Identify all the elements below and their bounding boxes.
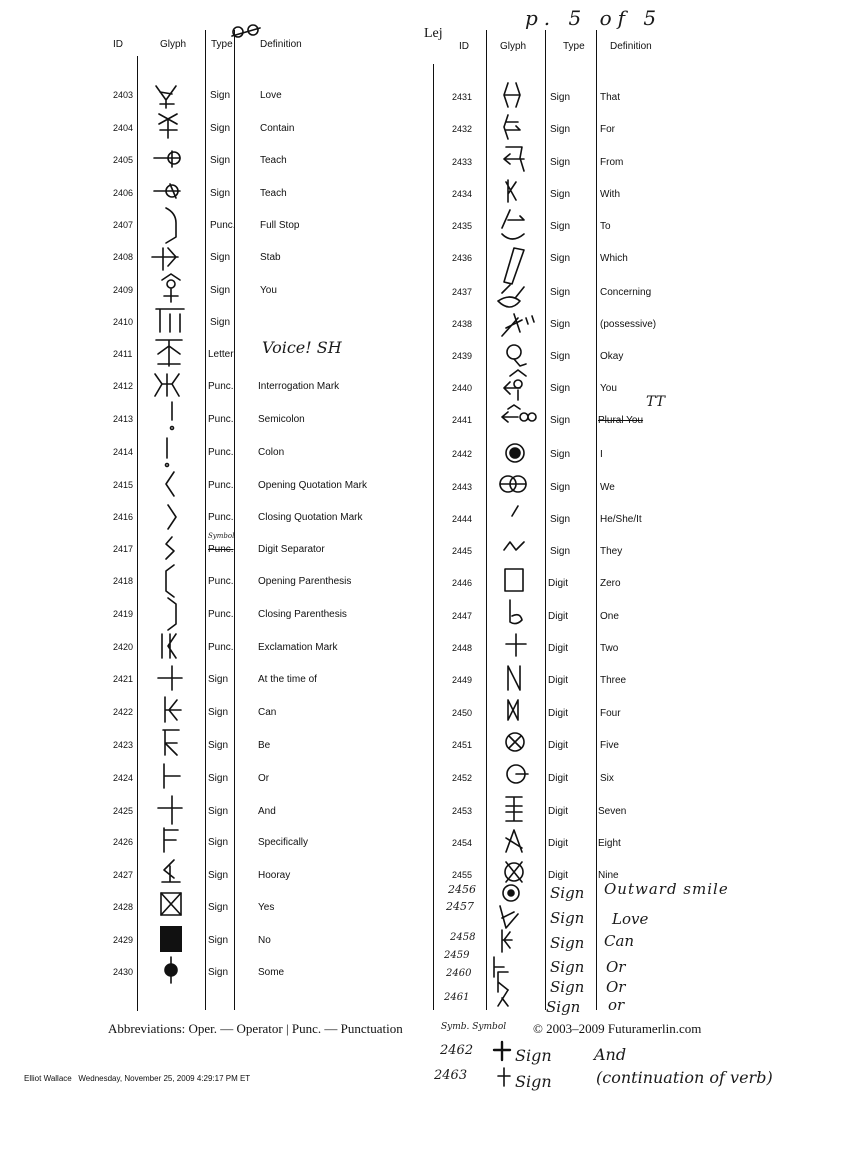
digit-separator-glyph-icon <box>162 535 178 563</box>
table-row-definition: From <box>600 157 624 168</box>
table-row-id: 2427 <box>113 870 134 880</box>
table-row-id: 2448 <box>452 643 473 653</box>
table-row-id: 2424 <box>113 773 134 783</box>
full-stop-glyph-icon <box>160 205 182 245</box>
teach-alt-glyph-icon <box>152 178 184 204</box>
love-glyph-icon <box>152 80 182 110</box>
table-row-definition: Exclamation Mark <box>258 642 338 653</box>
table-row-id: 2415 <box>113 480 134 490</box>
table-row-definition: Or <box>258 773 270 784</box>
table-row-id: 2417 <box>113 544 134 554</box>
table-row-definition: And <box>258 806 276 817</box>
table-row-definition: Four <box>600 708 621 719</box>
table-row-definition: Plural You <box>598 415 644 426</box>
hand-row-definition: Or <box>606 958 626 976</box>
to-glyph-icon <box>498 206 530 246</box>
table-row-type: Digit <box>548 643 569 654</box>
abbreviations-line: Abbreviations: Oper. — Operator | Punc. — Punctuation <box>108 1021 403 1036</box>
hand-row-type: Sign <box>546 998 581 1016</box>
table-row-type: Sign <box>550 189 571 200</box>
table-row-id: 2421 <box>113 674 134 684</box>
table-row-type: Sign <box>208 806 229 817</box>
table-row-definition: With <box>600 189 620 200</box>
handwritten-note-2411: Voice! SH <box>262 338 342 357</box>
table-row-id: 2425 <box>113 806 134 816</box>
right-rule-2 <box>486 30 487 1010</box>
table-row-definition: Two <box>600 643 619 654</box>
hand-row-definition: Love <box>612 910 649 928</box>
can-glyph-icon <box>157 694 185 726</box>
interrogation-glyph-icon <box>152 370 182 400</box>
print-timestamp-line: Elliot Wallace Wednesday, November 25, 2009 4:29:17 PM ET <box>24 1074 251 1083</box>
table-row-id: 2447 <box>452 611 473 621</box>
table-row-type: Sign <box>550 221 571 232</box>
with-glyph-icon <box>502 178 522 204</box>
table-row-id: 2454 <box>452 838 473 848</box>
table-row-id: 2451 <box>452 740 473 750</box>
table-row-type: Punc. <box>208 576 234 587</box>
table-row-type: Sign <box>550 124 571 135</box>
table-row-type: Sign <box>208 967 229 978</box>
row-2410-glyph-icon <box>154 306 186 334</box>
handwritten-type-2417: Symbol <box>208 532 235 540</box>
table-row-type: Punc. <box>208 512 234 523</box>
table-row-definition: To <box>600 221 611 232</box>
hand-row-id: 2457 <box>446 900 474 913</box>
table-row-id: 2433 <box>452 157 473 167</box>
hand-row-type: Sign <box>550 884 585 902</box>
hooray-glyph-icon <box>158 858 184 886</box>
table-row-id: 2423 <box>113 740 134 750</box>
you-alt-glyph-icon <box>500 368 528 402</box>
hand-row-type: Sign <box>550 958 585 976</box>
he-she-it-glyph-icon <box>508 504 522 520</box>
page-number-note: p. 5 of 5 <box>525 6 663 30</box>
handwritten-symbol-note: Symb. Symbol <box>441 1022 507 1032</box>
table-row-definition: Six <box>600 773 614 784</box>
table-row-definition: Nine <box>598 870 619 881</box>
and-alt-glyph-icon <box>492 1040 512 1062</box>
table-row-definition: Interrogation Mark <box>258 381 340 392</box>
hand-row-id: 2460 <box>446 968 472 979</box>
table-row-type: Punc. <box>210 220 236 231</box>
hand-extra-definition: And <box>594 1045 627 1064</box>
we-glyph-icon <box>498 472 528 496</box>
they-glyph-icon <box>502 538 526 556</box>
exclamation-glyph-icon <box>158 632 182 660</box>
you-glyph-icon <box>158 272 184 304</box>
right-rule-1 <box>433 64 434 1010</box>
table-row-id: 2409 <box>113 285 134 295</box>
table-row-type: Punc. <box>208 414 234 425</box>
table-row-id: 2443 <box>452 482 473 492</box>
table-row-type: Digit <box>548 675 569 686</box>
table-row-id: 2413 <box>113 414 134 424</box>
some-glyph-icon <box>160 955 182 985</box>
left-header-definition: Definition <box>260 39 302 50</box>
semicolon-glyph-icon <box>165 400 179 432</box>
table-row-id: 2411 <box>113 349 133 359</box>
hand-row-definition: Or <box>606 978 626 996</box>
one-glyph-icon <box>504 598 526 628</box>
table-row-type: Sign <box>210 252 231 263</box>
table-row-definition: You <box>600 383 617 394</box>
table-row-type: Digit <box>548 611 569 622</box>
table-row-type: Digit <box>548 870 569 881</box>
be-glyph-icon <box>157 727 183 759</box>
hand-row-definition: Outward smile <box>604 880 729 898</box>
table-row-definition: You <box>260 285 277 296</box>
that-glyph-icon <box>500 80 524 110</box>
table-row-type: Sign <box>550 319 571 330</box>
table-row-definition: Teach <box>260 155 287 166</box>
table-row-type: Digit <box>548 578 569 589</box>
table-row-type: Sign <box>210 188 231 199</box>
table-row-definition: Full Stop <box>260 220 300 231</box>
hand-extra-type: Sign <box>515 1046 552 1065</box>
hand-row-id: 2461 <box>444 992 470 1003</box>
left-rule-3 <box>234 30 235 1010</box>
table-row-type: Punc. <box>208 480 234 491</box>
table-row-type: Sign <box>208 773 229 784</box>
table-row-type: Sign <box>208 902 229 913</box>
table-row-definition: Eight <box>598 838 621 849</box>
table-row-type: Punc. <box>208 447 234 458</box>
no-glyph-icon <box>160 926 182 952</box>
table-row-id: 2408 <box>113 252 134 262</box>
concerning-glyph-icon <box>494 283 528 313</box>
table-row-id: 2420 <box>113 642 134 652</box>
table-row-id: 2412 <box>113 381 134 391</box>
table-row-id: 2406 <box>113 188 134 198</box>
table-row-type: Digit <box>548 806 569 817</box>
eight-glyph-icon <box>502 826 526 856</box>
four-glyph-icon <box>504 698 522 722</box>
table-row-definition: He/She/It <box>600 514 642 525</box>
seven-glyph-icon <box>502 794 526 824</box>
table-row-definition: (possessive) <box>600 319 657 330</box>
hand-extra-definition: (continuation of verb) <box>596 1068 773 1087</box>
table-row-definition: I <box>600 449 603 460</box>
okay-glyph-icon <box>502 340 528 368</box>
table-row-id: 2422 <box>113 707 134 717</box>
right-header-type: Type <box>563 41 585 52</box>
right-header-id: ID <box>459 41 469 52</box>
table-row-type: Sign <box>550 287 571 298</box>
table-row-definition: Be <box>258 740 271 751</box>
hand-row-type: Sign <box>550 978 585 996</box>
right-header-glyph: Glyph <box>500 41 527 52</box>
table-row-id: 2435 <box>452 221 473 231</box>
table-row-id: 2419 <box>113 609 134 619</box>
possessive-glyph-icon <box>498 310 538 340</box>
table-row-id: 2428 <box>113 902 134 912</box>
hand-row-definition: or <box>608 996 625 1014</box>
table-row-id: 2404 <box>113 123 134 133</box>
row-2411-glyph-icon <box>154 336 184 368</box>
at-time-glyph-icon <box>156 664 184 692</box>
table-row-type: Sign <box>210 317 231 328</box>
table-row-definition: Closing Parenthesis <box>258 609 347 620</box>
table-row-type: Sign <box>210 285 231 296</box>
table-row-id: 2434 <box>452 189 473 199</box>
table-row-id: 2437 <box>452 287 473 297</box>
table-row-id: 2452 <box>452 773 473 783</box>
table-row-id: 2429 <box>113 935 134 945</box>
or-glyph-icon <box>160 762 184 790</box>
table-row-definition: Three <box>600 675 627 686</box>
table-row-type: Sign <box>550 351 571 362</box>
table-row-definition: No <box>258 935 271 946</box>
table-row-definition: Digit Separator <box>258 544 325 555</box>
close-quote-glyph-icon <box>164 503 180 531</box>
table-row-id: 2446 <box>452 578 473 588</box>
table-row-id: 2436 <box>452 253 473 263</box>
which-glyph-icon <box>500 246 528 286</box>
table-row-id: 2453 <box>452 806 473 816</box>
table-row-definition: At the time of <box>258 674 317 685</box>
teach-glyph-icon <box>152 145 184 171</box>
table-row-type: Sign <box>208 740 229 751</box>
and-glyph-icon <box>156 794 184 826</box>
table-row-id: 2403 <box>113 90 134 100</box>
table-row-id: 2426 <box>113 837 134 847</box>
table-row-type: Punc. <box>208 609 234 620</box>
hand-extra-type: Sign <box>515 1072 552 1091</box>
outward-smile-glyph-icon <box>500 882 522 904</box>
table-row-definition: That <box>600 92 621 103</box>
table-row-id: 2450 <box>452 708 473 718</box>
table-row-definition: Semicolon <box>258 414 305 425</box>
two-glyph-icon <box>504 632 528 658</box>
table-row-definition: Five <box>600 740 619 751</box>
table-row-id: 2441 <box>452 415 473 425</box>
hand-row-type: Sign <box>550 909 585 927</box>
table-row-definition: Concerning <box>600 287 652 298</box>
table-row-definition: They <box>600 546 623 557</box>
close-paren-glyph-icon <box>164 596 180 632</box>
table-row-type: Digit <box>548 773 569 784</box>
table-row-id: 2418 <box>113 576 134 586</box>
right-rule-4 <box>596 30 597 1010</box>
table-row-definition: Seven <box>598 806 627 817</box>
table-row-type: Sign <box>550 253 571 264</box>
table-row-definition: One <box>600 611 619 622</box>
table-row-id: 2405 <box>113 155 134 165</box>
table-row-type: Sign <box>550 449 571 460</box>
table-row-id: 2444 <box>452 514 473 524</box>
table-row-definition: Stab <box>260 252 281 263</box>
table-row-id: 2445 <box>452 546 473 556</box>
table-row-definition: For <box>600 124 615 135</box>
hand-row-id: 2458 <box>450 932 476 943</box>
colon-glyph-icon <box>160 436 174 468</box>
table-row-id: 2430 <box>113 967 134 977</box>
or-alt-3-glyph-icon <box>494 988 512 1008</box>
right-rule-3 <box>545 30 546 1010</box>
table-row-type: Sign <box>210 123 231 134</box>
table-row-definition: Colon <box>258 447 285 458</box>
open-paren-glyph-icon <box>162 563 178 599</box>
table-row-definition: Specifically <box>258 837 309 848</box>
table-row-type: Sign <box>208 674 229 685</box>
specifically-glyph-icon <box>158 826 182 854</box>
table-row-id: 2410 <box>113 317 134 327</box>
table-row-type: Sign <box>550 92 571 103</box>
copyright-line: © 2003–2009 Futuramerlin.com <box>533 1021 702 1036</box>
table-row-definition: Can <box>258 707 277 718</box>
table-row-definition: Opening Parenthesis <box>258 576 352 587</box>
i-glyph-icon <box>504 440 526 466</box>
table-row-id: 2431 <box>452 92 473 102</box>
can-alt-glyph-icon <box>496 928 516 954</box>
left-header-glyph: Glyph <box>160 39 187 50</box>
table-row-id: 2455 <box>452 870 473 880</box>
left-header-id: ID <box>113 39 123 50</box>
table-row-type: Digit <box>548 708 569 719</box>
table-row-type: Sign <box>550 482 571 493</box>
table-row-id: 2440 <box>452 383 473 393</box>
open-quote-glyph-icon <box>162 470 178 498</box>
table-row-definition: Hooray <box>258 870 291 881</box>
table-row-type: Sign <box>550 415 571 426</box>
table-row-definition: We <box>600 482 615 493</box>
table-row-definition: Okay <box>600 351 624 362</box>
table-row-id: 2414 <box>113 447 134 457</box>
table-row-definition: Teach <box>260 188 287 199</box>
plural-you-glyph-icon <box>500 403 540 431</box>
continuation-glyph-icon <box>494 1066 512 1088</box>
table-row-type: Sign <box>210 155 231 166</box>
hand-extra-id: 2462 <box>440 1043 474 1058</box>
table-row-type: Sign <box>550 383 571 394</box>
table-row-id: 2432 <box>452 124 473 134</box>
table-row-type: Sign <box>208 935 229 946</box>
table-row-type: Sign <box>210 90 231 101</box>
table-row-definition: Closing Quotation Mark <box>258 512 363 523</box>
annotation-lej: Lej <box>424 26 443 41</box>
five-glyph-icon <box>504 730 526 754</box>
table-row-id: 2442 <box>452 449 473 459</box>
hand-extra-id: 2463 <box>434 1068 468 1083</box>
table-row-type: Punc. <box>208 642 234 653</box>
hand-row-id: 2456 <box>448 883 476 896</box>
hand-row-id: 2459 <box>444 950 470 961</box>
table-row-definition: Some <box>258 967 285 978</box>
table-row-definition: Opening Quotation Mark <box>258 480 367 491</box>
table-row-type: Sign <box>208 870 229 881</box>
loop-mark-icon <box>228 22 264 42</box>
table-row-definition: Which <box>600 253 628 264</box>
hand-row-definition: Can <box>604 932 635 950</box>
table-row-definition: Contain <box>260 123 295 134</box>
hand-row-type: Sign <box>550 934 585 952</box>
table-row-id: 2416 <box>113 512 134 522</box>
left-rule-1 <box>137 56 138 1011</box>
table-row-id: 2439 <box>452 351 473 361</box>
six-glyph-icon <box>504 762 530 786</box>
table-row-type: Sign <box>550 546 571 557</box>
table-row-id: 2407 <box>113 220 134 230</box>
three-glyph-icon <box>504 664 524 692</box>
table-row-id: 2449 <box>452 675 473 685</box>
table-row-type: Punc. <box>208 544 234 555</box>
table-row-type: Sign <box>208 707 229 718</box>
table-row-definition: Love <box>260 90 282 101</box>
handwritten-note-2441: TT <box>646 394 665 410</box>
yes-glyph-icon <box>158 890 184 918</box>
right-header-definition: Definition <box>610 41 652 52</box>
table-row-type: Sign <box>550 157 571 168</box>
table-row-id: 2438 <box>452 319 473 329</box>
table-row-type: Sign <box>550 514 571 525</box>
from-glyph-icon <box>500 144 528 174</box>
table-row-type: Digit <box>548 740 569 751</box>
for-glyph-icon <box>500 112 524 142</box>
table-row-type: Digit <box>548 838 569 849</box>
table-row-type: Punc. <box>208 381 234 392</box>
left-rule-2 <box>205 30 206 1010</box>
table-row-definition: Zero <box>600 578 621 589</box>
table-row-type: Letter <box>208 349 234 360</box>
left-header-type: Type <box>211 39 233 50</box>
contain-glyph-icon <box>155 110 183 140</box>
zero-glyph-icon <box>502 566 526 594</box>
table-row-definition: Yes <box>258 902 275 913</box>
table-row-type: Sign <box>208 837 229 848</box>
stab-glyph-icon <box>150 244 182 272</box>
